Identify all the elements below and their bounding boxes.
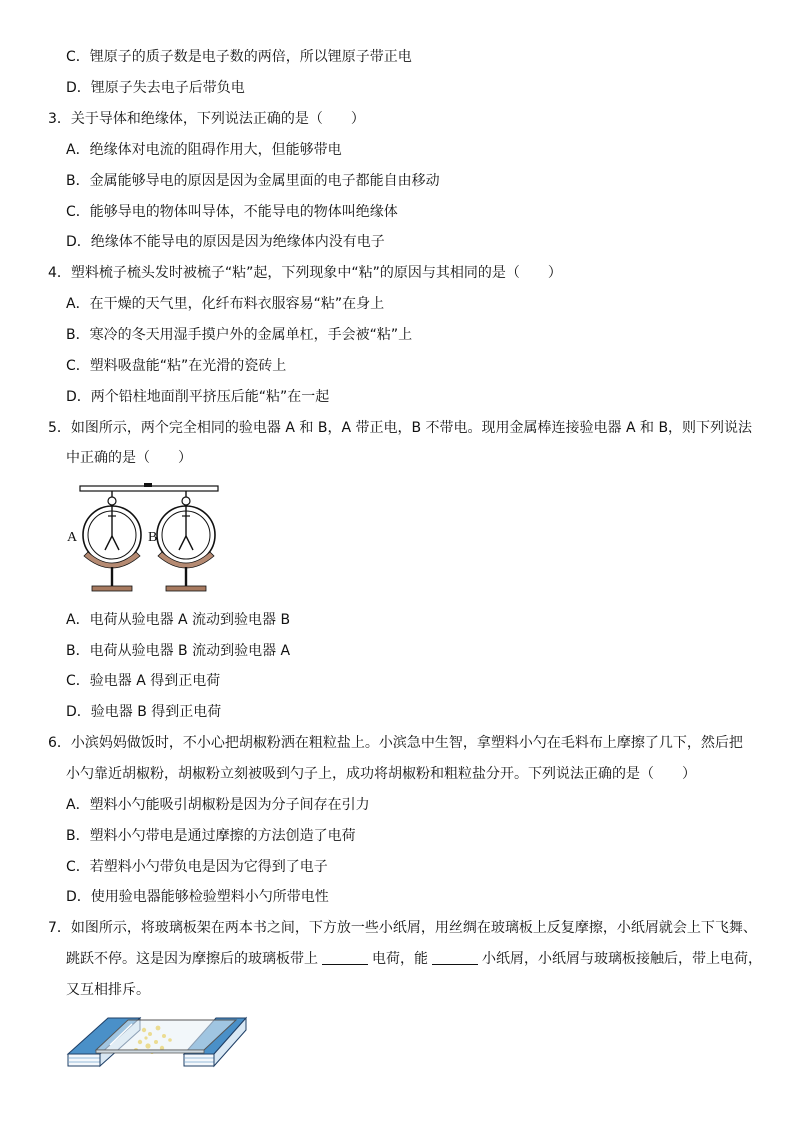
question-7-stem-line2 bbox=[66, 949, 762, 969]
question-5-option-c: C．验电器 A 得到正电荷 bbox=[66, 673, 221, 689]
question-3-option-a: A．绝缘体对电流的阻碍作用大，但能够带电 bbox=[66, 142, 342, 158]
question-6-stem-line1: 6．小滨妈妈做饭时，不小心把胡椒粉洒在粗粒盐上。小滨急中生智，拿塑料小勺在毛料布上摩擦了几下，然后把 bbox=[48, 735, 743, 751]
question-4-option-c: C．塑料吸盘能“粘”在光滑的瓷砖上 bbox=[66, 358, 287, 374]
question-5-option-b: B．电荷从验电器 B 流动到验电器 A bbox=[66, 643, 291, 659]
option-d-prev: D．锂原子失去电子后带负电 bbox=[66, 80, 245, 96]
question-7-stem-line1: 7．如图所示，将玻璃板架在两本书之间，下方放一些小纸屑，用丝绸在玻璃板上反复摩擦，小纸屑就会上下飞舞、 bbox=[48, 920, 757, 936]
answer-blank-2[interactable] bbox=[432, 950, 478, 965]
question-4-option-b: B．寒冷的冬天用湿手摸户外的金属单杠，手会被“粘”上 bbox=[66, 327, 413, 343]
question-3-option-b: B．金属能够导电的原因是因为金属里面的电子都能自由移动 bbox=[66, 173, 440, 189]
question-3-option-c: C．能够导电的物体叫导体，不能导电的物体叫绝缘体 bbox=[66, 204, 398, 220]
question-6-option-c: C．若塑料小勺带负电是因为它得到了电子 bbox=[66, 859, 328, 875]
question-6-option-b: B．塑料小勺带电是通过摩擦的方法创造了电荷 bbox=[66, 828, 356, 844]
electroscope-b bbox=[157, 491, 215, 591]
question-4-option-a: A．在干燥的天气里，化纤布料衣服容易“粘”在身上 bbox=[66, 296, 385, 312]
question-5-stem-line1: 5．如图所示，两个完全相同的验电器 A 和 B，A 带正电，B 不带电。现用金属棒连接验电器 A 和 B，则下列说法 bbox=[48, 420, 753, 436]
question-5-option-d: D．验电器 B 得到正电荷 bbox=[66, 704, 222, 720]
glass-plate-figure bbox=[66, 1012, 248, 1074]
option-c-prev: C．锂原子的质子数是电子数的两倍，所以锂原子带正电 bbox=[66, 49, 412, 65]
question-6-option-d: D．使用验电器能够检验塑料小勺所带电性 bbox=[66, 889, 329, 905]
question-3-stem: 3．关于导体和绝缘体，下列说法正确的是（ ） bbox=[48, 111, 365, 127]
electroscope-a bbox=[83, 491, 141, 591]
question-4-stem: 4．塑料梳子梳头发时被梳子“粘”起，下列现象中“粘”的原因与其相同的是（ ） bbox=[48, 265, 562, 281]
question-7-text-part3: 小纸屑，小纸屑与玻璃板接触后，带上电荷， bbox=[482, 951, 762, 967]
question-6-option-a: A．塑料小勺能吸引胡椒粉是因为分子间存在引力 bbox=[66, 797, 370, 813]
answer-blank-1[interactable] bbox=[322, 950, 368, 965]
question-7-stem-line3: 又互相排斥。 bbox=[66, 982, 150, 998]
question-3-option-d: D．绝缘体不能导电的原因是因为绝缘体内没有电子 bbox=[66, 234, 385, 250]
label-b: B bbox=[148, 530, 158, 545]
label-a: A bbox=[67, 530, 78, 545]
question-4-option-d: D．两个铅柱地面削平挤压后能“粘”在一起 bbox=[66, 389, 330, 405]
question-7-text-part2: 电荷，能 bbox=[372, 951, 428, 967]
question-6-stem-line2: 小勺靠近胡椒粉，胡椒粉立刻被吸到勺子上，成功将胡椒粉和粗粒盐分开。下列说法正确的是（ ） bbox=[66, 766, 696, 782]
question-7-text-part1: 跳跃不停。这是因为摩擦后的玻璃板带上 bbox=[66, 951, 318, 967]
question-5-stem-line2: 中正确的是（ ） bbox=[66, 450, 192, 466]
electroscope-figure bbox=[64, 478, 224, 596]
question-5-option-a: A．电荷从验电器 A 流动到验电器 B bbox=[66, 612, 291, 628]
